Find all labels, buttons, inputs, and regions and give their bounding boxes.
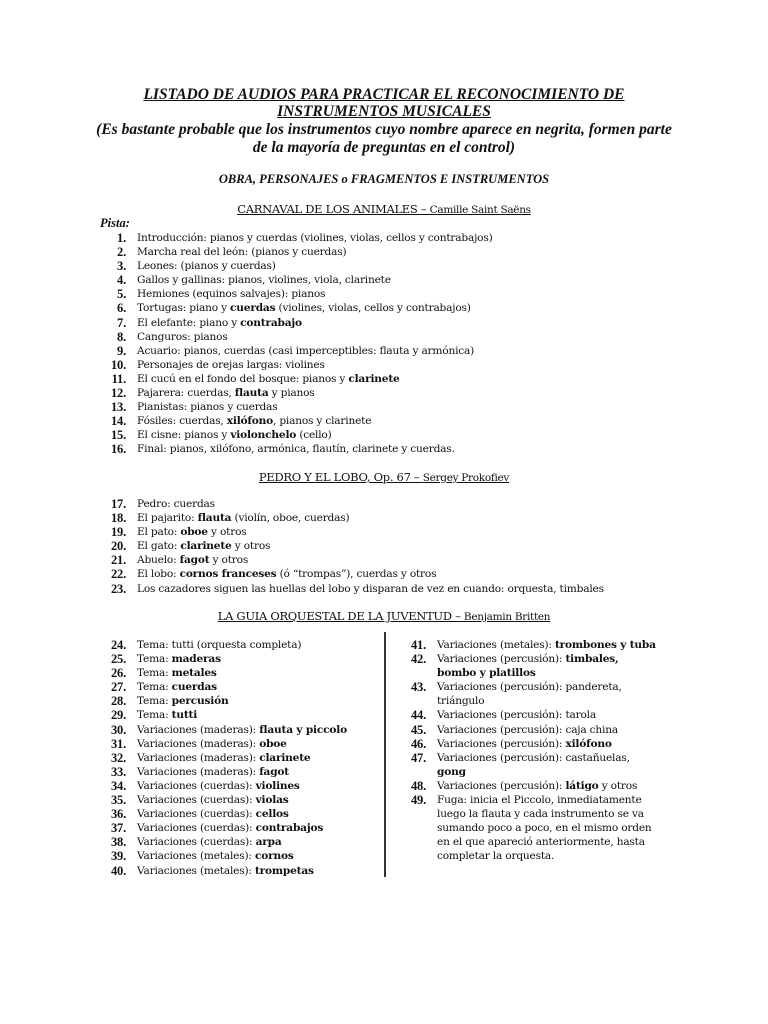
- item-text-plain: Variaciones (cuerdas):: [137, 794, 256, 807]
- item-text: [137, 400, 278, 414]
- item-number: 41.: [410, 638, 426, 652]
- document-subtitle: OBRA, PERSONAJES o FRAGMENTOS E INSTRUMENTOS: [218, 172, 550, 186]
- item-text: [137, 821, 323, 835]
- list-item: [98, 330, 698, 344]
- item-number: 46.: [410, 736, 426, 751]
- item-text-bold: percusión: [171, 695, 229, 708]
- item-text: [137, 372, 400, 386]
- item-text-bold: contrabajos: [255, 822, 324, 835]
- item-text-bold: timbales,: [565, 653, 619, 666]
- item-number: 49.: [410, 793, 426, 808]
- item-text-bold: cornos franceses: [179, 568, 277, 581]
- item-text: [137, 793, 289, 807]
- item-number: 48.: [410, 778, 426, 793]
- item-text: [437, 652, 618, 680]
- item-number: 1.: [117, 231, 126, 245]
- item-text: [137, 386, 315, 400]
- item-text: [137, 737, 287, 751]
- list-item: [98, 414, 698, 428]
- carnaval-track-list: [98, 231, 698, 457]
- item-text-plain: , pianos y clarinete: [273, 415, 372, 428]
- item-text: [137, 231, 493, 245]
- item-text-plain: Variaciones (cuerdas):: [137, 808, 256, 821]
- item-text: [137, 539, 270, 553]
- list-item: [98, 638, 378, 652]
- item-text-bold: clarinete: [348, 372, 400, 385]
- item-text-plain: Introducción: pianos y cuerdas (violines, violas, cellos y contrabajos): [137, 232, 493, 244]
- item-text: [137, 287, 325, 301]
- item-text-bold: maderas: [171, 653, 221, 666]
- item-number: 28.: [110, 694, 126, 709]
- item-text-plain: Variaciones (percusión): castañuelas,: [437, 751, 630, 764]
- item-text-bold: violas: [255, 794, 289, 807]
- item-text-plain: Final: pianos, xilófono, armónica, flautín, clarinete y cuerdas.: [137, 443, 455, 456]
- item-text: [137, 638, 301, 652]
- list-item: [98, 807, 378, 821]
- title-line-2: INSTRUMENTOS MUSICALES: [277, 103, 491, 120]
- item-number: 36.: [110, 807, 126, 822]
- item-text-bold: metales: [171, 667, 217, 680]
- item-text-bold: cuerdas: [230, 302, 276, 315]
- item-text-bold: contrabajo: [240, 316, 302, 329]
- list-item: [98, 400, 698, 414]
- item-text: [137, 316, 302, 330]
- item-number: 32.: [110, 750, 126, 765]
- item-text: [137, 652, 221, 666]
- list-item: [98, 582, 718, 596]
- item-text-plain: Hemiones (equinos salvajes): pianos: [137, 288, 326, 301]
- item-text-bold: trompetas: [254, 864, 314, 877]
- item-text-plain: Variaciones (cuerdas):: [137, 822, 256, 835]
- item-number: 26.: [110, 666, 126, 681]
- item-text-plain: y otros: [231, 540, 271, 553]
- list-item: [98, 680, 378, 694]
- item-text-plain: sumando poco a poco, en el mismo orden: [437, 822, 652, 835]
- item-text-plain: (violín, oboe, cuerdas): [231, 512, 350, 525]
- item-text: [137, 849, 294, 863]
- item-text-plain: Tema:: [137, 681, 172, 694]
- item-number: 13.: [110, 400, 126, 415]
- item-number: 43.: [410, 680, 426, 695]
- item-text-plain: Tema: tutti (orquesta completa): [137, 639, 302, 651]
- item-text-plain: Personajes de orejas largas: violines: [137, 358, 325, 371]
- section-title-guia: [60, 609, 708, 623]
- item-text-plain: El lobo:: [137, 568, 180, 581]
- item-text-plain: Variaciones (percusión): caja china: [437, 723, 618, 736]
- item-number: 47.: [410, 750, 426, 765]
- item-text: [137, 567, 436, 581]
- list-item: [98, 751, 378, 765]
- item-number: 34.: [110, 778, 126, 793]
- list-item: [98, 442, 698, 456]
- list-item: [98, 765, 378, 779]
- item-number: 40.: [110, 863, 126, 878]
- item-text: [137, 680, 217, 694]
- item-text-plain: Variaciones (metales):: [137, 864, 255, 877]
- item-text-bold: fagot: [259, 765, 289, 778]
- guia-track-list-right: [398, 638, 718, 864]
- item-text: [137, 273, 391, 287]
- note-line-2: de la mayoría de preguntas en el control): [252, 139, 516, 156]
- note-line-1: (Es bastante probable que los instrumentos cuyo nombre aparece en negrita, formen parte: [96, 121, 672, 138]
- item-text-plain: Canguros: pianos: [137, 330, 228, 343]
- item-text-plain: Variaciones (percusión):: [437, 737, 566, 750]
- guia-track-list-left: [98, 638, 378, 878]
- item-text: [137, 428, 332, 442]
- item-text-plain: Variaciones (percusión):: [437, 779, 566, 792]
- item-number: 12.: [110, 386, 126, 401]
- item-text: [137, 259, 276, 273]
- item-number: 20.: [110, 539, 126, 554]
- item-text: [137, 301, 471, 315]
- item-number: 24.: [110, 638, 126, 652]
- item-text-plain: Leones: (pianos y cuerdas): [137, 260, 276, 273]
- item-text-plain: y pianos: [268, 387, 315, 400]
- item-text-plain: (ó “trompas”), cuerdas y otros: [276, 568, 437, 581]
- item-text-bold: oboe: [180, 526, 208, 539]
- item-text: [137, 751, 310, 765]
- item-text-bold: cuerdas: [171, 681, 217, 694]
- list-item: [98, 259, 698, 273]
- item-text-plain: El gato:: [137, 540, 181, 553]
- item-number: 44.: [410, 708, 426, 723]
- item-number: 6.: [117, 301, 126, 316]
- item-text-plain: Tortugas: piano y: [137, 302, 231, 315]
- title-line-1: LISTADO DE AUDIOS PARA PRACTICAR EL RECONOCIMIENTO DE: [143, 86, 625, 103]
- item-text-plain: Variaciones (metales):: [437, 639, 555, 651]
- item-number: 22.: [110, 567, 126, 582]
- item-text-plain: y otros: [209, 554, 249, 567]
- section-author: Camille Saint Saëns: [429, 204, 531, 216]
- item-text: [437, 793, 652, 863]
- list-item: [98, 737, 378, 751]
- list-item: [398, 751, 718, 779]
- list-item: [98, 652, 378, 666]
- item-number: 3.: [117, 259, 126, 274]
- item-number: 31.: [110, 736, 126, 751]
- item-number: 8.: [117, 329, 126, 344]
- item-text-plain: triángulo: [437, 695, 485, 708]
- item-text-plain: El elefante: piano y: [137, 316, 241, 329]
- item-text: [137, 358, 325, 372]
- list-item: [98, 553, 718, 567]
- list-item: [98, 539, 718, 553]
- item-number: 21.: [110, 553, 126, 568]
- item-number: 17.: [110, 497, 126, 511]
- list-item: [98, 821, 378, 835]
- item-text-plain: Tema:: [137, 709, 172, 722]
- item-text: [137, 765, 289, 779]
- list-item: [98, 231, 698, 245]
- list-item: [98, 372, 698, 386]
- item-number: 4.: [117, 273, 126, 288]
- item-text: [137, 245, 346, 259]
- item-number: 7.: [117, 315, 126, 330]
- list-item: [398, 652, 718, 680]
- item-text: [137, 553, 248, 567]
- item-text-plain: Marcha real del león: (pianos y cuerdas): [137, 246, 347, 259]
- list-item: [98, 666, 378, 680]
- item-text: [137, 525, 246, 539]
- section-author: Sergey Prokofiev: [422, 472, 510, 484]
- list-item: [98, 525, 718, 539]
- list-item: [98, 273, 698, 287]
- item-text-plain: Variaciones (maderas):: [137, 751, 260, 764]
- list-item: [98, 835, 378, 849]
- list-item: [98, 567, 718, 581]
- item-text-bold: látigo: [565, 779, 599, 792]
- item-number: 5.: [117, 287, 126, 302]
- item-text: [137, 666, 217, 680]
- item-text-bold: clarinete: [259, 751, 311, 764]
- item-number: 14.: [110, 414, 126, 429]
- item-text: [137, 708, 197, 722]
- item-text: [437, 779, 637, 793]
- item-number: 29.: [110, 708, 126, 723]
- item-text: [437, 723, 618, 737]
- item-number: 2.: [117, 245, 126, 260]
- section-title-text: LA GUIA ORQUESTAL DE LA JUVENTUD –: [217, 609, 464, 623]
- item-text-bold: fagot: [179, 554, 210, 567]
- item-text-bold: xilófono: [565, 737, 612, 750]
- item-text-plain: luego la flauta y cada instrumento se va: [437, 808, 644, 821]
- item-text-plain: Tema:: [137, 695, 172, 708]
- section-title-carnaval: [60, 202, 708, 216]
- item-text: [437, 680, 622, 708]
- item-text-bold: cornos: [254, 850, 294, 863]
- item-text: [137, 835, 282, 849]
- item-text-plain: Variaciones (cuerdas):: [137, 779, 256, 792]
- item-number: 42.: [410, 652, 426, 667]
- item-text: [137, 807, 289, 821]
- item-text: [137, 694, 228, 708]
- item-text-plain: Variaciones (maderas):: [137, 737, 260, 750]
- item-text: [137, 344, 474, 358]
- item-text-plain: Variaciones (percusión): tarola: [437, 709, 596, 722]
- item-text-plain: Gallos y gallinas: pianos, violines, viola, clarinete: [137, 274, 391, 287]
- item-text-plain: El pato:: [137, 526, 181, 539]
- item-text-plain: Variaciones (maderas):: [137, 765, 260, 778]
- item-number: 39.: [110, 849, 126, 864]
- pedro-track-list: [98, 497, 718, 596]
- item-text-bold: flauta: [234, 387, 269, 400]
- section-title-text: PEDRO Y EL LOBO, Op. 67 –: [258, 470, 423, 484]
- list-item: [98, 708, 378, 722]
- list-item: [98, 779, 378, 793]
- item-number: 38.: [110, 835, 126, 850]
- item-text: [137, 414, 371, 428]
- item-text-plain: Variaciones (maderas):: [137, 723, 260, 736]
- item-text-bold: tutti: [171, 709, 198, 722]
- item-text: [137, 864, 314, 878]
- list-item: [98, 358, 698, 372]
- item-text-plain: Abuelo:: [137, 554, 180, 567]
- item-text-plain: Variaciones (percusión): pandereta,: [437, 681, 622, 694]
- item-text-plain: Los cazadores siguen las huellas del lobo y disparan de vez en cuando: orquesta, timbales: [137, 582, 604, 595]
- item-text-plain: El pajarito:: [137, 512, 198, 525]
- list-item: [398, 680, 718, 708]
- list-item: [398, 737, 718, 751]
- item-text-plain: Fósiles: cuerdas,: [137, 415, 227, 428]
- list-item: [398, 793, 718, 864]
- list-item: [98, 694, 378, 708]
- list-item: [98, 723, 378, 737]
- item-text-bold: gong: [437, 765, 466, 778]
- item-text: [437, 737, 612, 751]
- item-number: 18.: [110, 511, 126, 526]
- item-text-bold: cellos: [255, 808, 289, 821]
- list-item: [98, 344, 698, 358]
- item-text: [137, 723, 347, 737]
- item-number: 37.: [110, 821, 126, 836]
- item-text-bold: flauta y piccolo: [259, 723, 347, 736]
- item-number: 35.: [110, 793, 126, 808]
- item-text: [137, 330, 228, 344]
- item-text-plain: Tema:: [137, 653, 172, 666]
- item-text-plain: Pedro: cuerdas: [137, 498, 215, 510]
- item-text-plain: Tema:: [137, 667, 172, 680]
- document-header: [60, 86, 708, 157]
- item-text-bold: arpa: [255, 836, 282, 849]
- list-item: [398, 708, 718, 722]
- item-text-plain: en el que apareció anteriormente, hasta: [437, 836, 645, 849]
- item-text: [437, 751, 630, 779]
- item-text: [137, 511, 349, 525]
- item-text-plain: Fuga: inicia el Piccolo, inmediatamente: [437, 794, 642, 807]
- item-number: 10.: [110, 357, 126, 372]
- list-item: [98, 245, 698, 259]
- item-text-plain: (cello): [296, 429, 332, 442]
- item-number: 15.: [110, 428, 126, 443]
- list-item: [98, 287, 698, 301]
- item-text-bold: violonchelo: [230, 429, 297, 442]
- item-text-bold: violines: [255, 779, 300, 792]
- item-text-bold: xilófono: [226, 415, 273, 428]
- item-text-bold: flauta: [197, 512, 232, 525]
- item-text-plain: Variaciones (metales):: [137, 850, 255, 863]
- item-text: [437, 638, 656, 652]
- list-item: [398, 723, 718, 737]
- item-text-plain: Variaciones (percusión):: [437, 653, 566, 666]
- item-text-plain: El cisne: pianos y: [137, 429, 231, 442]
- item-number: 23.: [110, 581, 126, 596]
- list-item: [98, 301, 698, 315]
- item-text-plain: completar la orquesta.: [437, 850, 555, 863]
- item-number: 45.: [410, 722, 426, 737]
- section-author: Benjamin Britten: [463, 611, 551, 623]
- item-text-bold: bombo y platillos: [437, 667, 536, 680]
- section-title-pedro: [60, 470, 708, 484]
- list-item: [98, 511, 718, 525]
- list-item: [98, 428, 698, 442]
- list-item: [98, 386, 698, 400]
- item-text-plain: El cucú en el fondo del bosque: pianos y: [137, 372, 349, 385]
- list-item: [98, 793, 378, 807]
- item-text: [437, 708, 596, 722]
- item-text-plain: y otros: [598, 779, 638, 792]
- item-number: 27.: [110, 680, 126, 695]
- section-title-text: CARNAVAL DE LOS ANIMALES –: [237, 202, 430, 216]
- item-text-plain: Pianistas: pianos y cuerdas: [137, 401, 278, 414]
- item-text-plain: (violines, violas, cellos y contrabajos): [275, 302, 471, 315]
- item-number: 11.: [111, 371, 126, 386]
- item-number: 30.: [110, 722, 126, 737]
- list-item: [98, 849, 378, 863]
- column-divider: [384, 632, 386, 877]
- item-number: 16.: [110, 442, 126, 457]
- list-item: [98, 497, 718, 511]
- item-text-plain: Variaciones (cuerdas):: [137, 836, 256, 849]
- list-item: [398, 638, 718, 652]
- item-text-plain: Acuario: pianos, cuerdas (casi imperceptibles: flauta y armónica): [137, 344, 475, 357]
- list-item: [98, 864, 378, 878]
- item-text-plain: Pajarera: cuerdas,: [137, 387, 235, 400]
- item-number: 19.: [110, 525, 126, 540]
- item-number: 25.: [110, 652, 126, 667]
- item-text: [137, 779, 300, 793]
- item-text: [137, 582, 604, 596]
- item-text: [137, 497, 215, 511]
- item-text-bold: trombones y tuba: [554, 639, 656, 651]
- item-text-plain: y otros: [207, 526, 247, 539]
- list-item: [98, 316, 698, 330]
- pista-label: Pista:: [100, 216, 130, 230]
- item-number: 9.: [117, 343, 126, 358]
- item-text-bold: clarinete: [180, 540, 232, 553]
- item-number: 33.: [110, 764, 126, 779]
- item-text: [137, 442, 455, 456]
- item-text-bold: oboe: [259, 737, 287, 750]
- list-item: [398, 779, 718, 793]
